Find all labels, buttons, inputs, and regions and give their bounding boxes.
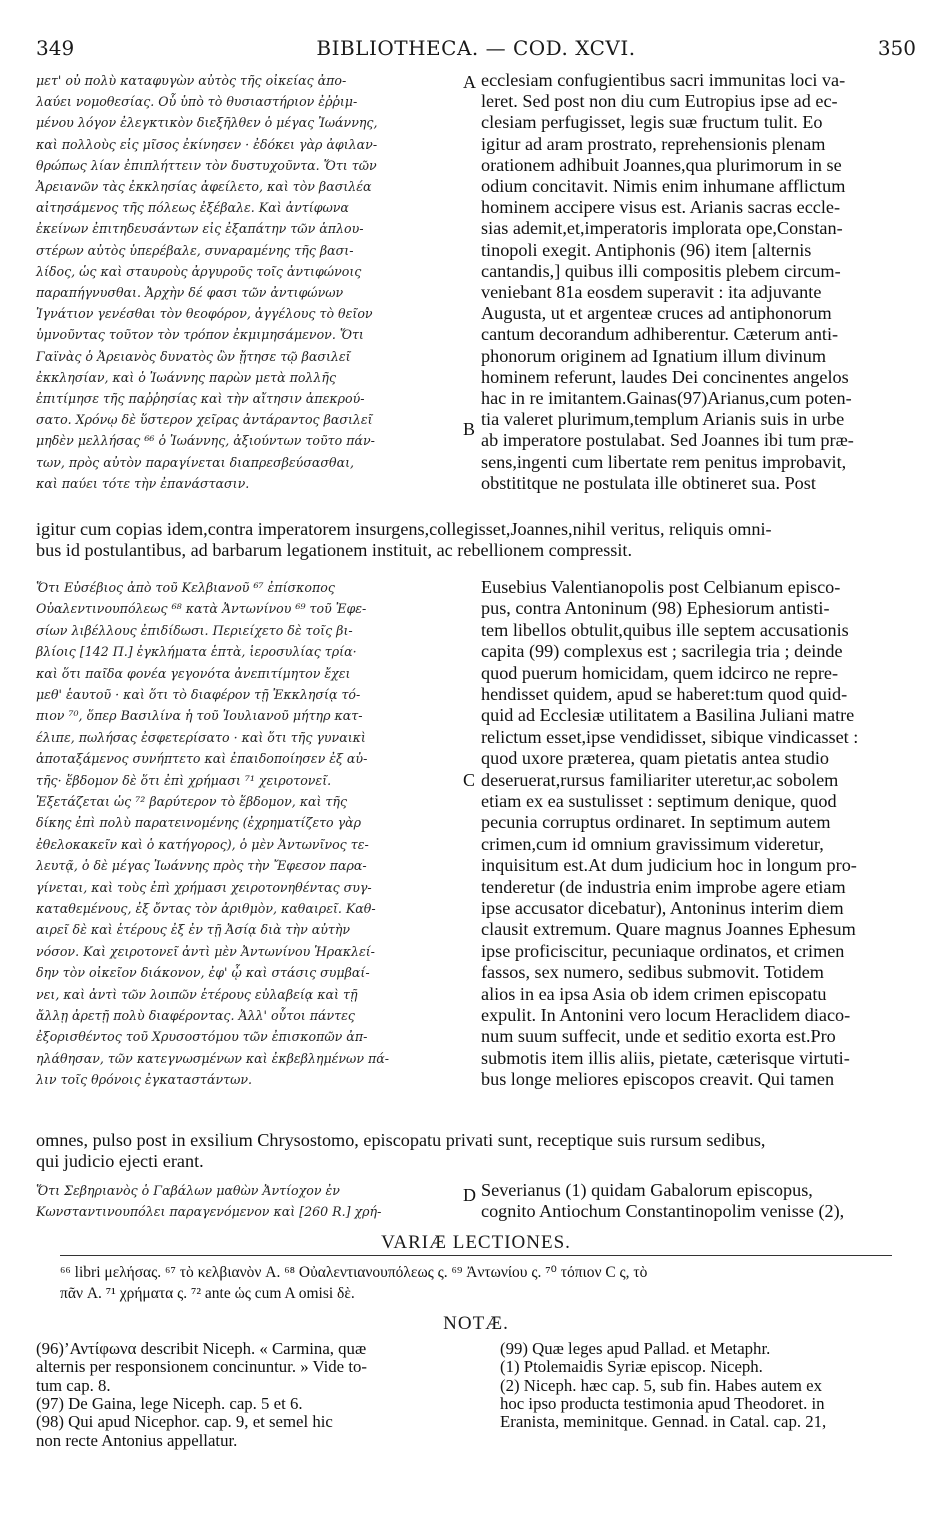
note-line: (97) De Gaina, lege Niceph. cap. 5 et 6. [36, 1393, 303, 1413]
greek-line: αἰτησάμενος τῆς πόλεως ἐξέβαλε. Καὶ ἀντίφωνα [36, 200, 349, 216]
notae-heading: NOTÆ. [443, 1313, 509, 1334]
greek-line: λίδος, ὡς καὶ σταυροὺς ἀργυροῦς τοῖς ἀντιφώνοις [36, 263, 362, 279]
greek-line: αιρεῖ δὲ καὶ ἑτέρους ἐξ ἐν τῇ Ἀσίᾳ διὰ τὴν αὐτὴν [36, 922, 351, 938]
greek-line: μεθ' ἑαυτοῦ · καὶ ὅτι τὸ διαφέρον τῇ Ἐκκλησίᾳ τό- [36, 687, 361, 702]
latin-line: tem libellos obtulit,quibus ille septem accusationis [481, 619, 849, 640]
greek-line: λευτᾷ, ὁ δὲ μέγας Ἰωάννης πρὸς τὴν Ἔφεσον παρα- [36, 858, 367, 874]
greek-line: βλίοις [142 Π.] ἐγκλήματα ἑπτὰ, ἱεροσυλίας τρία· [36, 644, 357, 660]
note-line: alternis per responsionem concinuntur. » Vide to- [36, 1357, 367, 1377]
greek-line: Ὅτι Εὐσέβιος ἀπὸ τοῦ Κελβιανοῦ ⁶⁷ ἐπίσκοπος [36, 580, 335, 595]
running-title: BIBLIOTHECA. — COD. XCVI. [316, 36, 636, 60]
latin-line: igitur ad aram prostrato, reprehensionis plenam [481, 133, 826, 154]
latin-line: cantum decorandum adhiberentur. Cæterum anti- [481, 324, 839, 345]
variant-reading-line: πᾶν A. ⁷¹ χρήματα ς. ⁷² ante ὡς cum A omisi δὲ. [60, 1285, 355, 1302]
latin-line: ab imperatore postulabat. Sed Joannes ibi tum præ- [481, 430, 854, 451]
latin-line: hac in re imitantem.Gainas(97)Arianus,cum poten- [481, 388, 852, 408]
greek-line: ὑμνοῦντας τοῦτον τὸν τρόπον ἐκμιμησάμενον. Ὅτι [36, 327, 364, 343]
greek-line: θρώπως λίαν ἐπιπλήττειν τὸν δυστυχοῦντα. Ὅτι τῶν [36, 157, 377, 173]
greek-line: έλιπε, πωλήσας ἐσφετερίσατο · καὶ ὅτι τῆς γυναικὶ [36, 729, 366, 745]
greek-line: ἐθελοκακεῖν καὶ ὁ κατήγορος), ὁ μὲν Ἀντωνῖνος τε- [36, 836, 369, 852]
latin-line: sens,ingenti cum libertate rem penitus improbavit, [481, 451, 847, 472]
greek-line: καταθεμένους, ἐξ ὄντας τὸν ἀριθμὸν, καθαιρεῖ. Καθ- [36, 901, 376, 916]
latin-line: cantandis,] quibus illi compositis plebem circum- [481, 260, 841, 281]
latin-line: clesiam perfugisset, legis suæ fructum tulit. Eo [481, 112, 823, 133]
greek-line: Ἐξετάζεται ὡς ⁷² βαρύτερον τὸ ἕβδομον, καὶ τῆς [36, 794, 348, 809]
greek-line: Γαϊνὰς ὁ Ἀρειανὸς δυνατὸς ὢν ᾔτησε τῷ βασιλεῖ [36, 348, 351, 364]
latin-line: pecunia corruptus ordinaret. In septimum autem [481, 812, 831, 833]
note-line: (2) Niceph. hæc cap. 5, sub fin. Habes autem ex [500, 1375, 823, 1395]
note-line: tum cap. 8. [36, 1375, 111, 1395]
variae-heading: VARIÆ LECTIONES. [381, 1232, 571, 1253]
variant-reading-line: ⁶⁶ libri μελήσας. ⁶⁷ τὸ κελβιανὸν A. ⁶⁸ Οὐαλεντιανουπόλεως ς. ⁶⁹ Ἀντωνίου ς. ⁷⁰ τόπιον C ς, τὸ [60, 1264, 648, 1281]
greek-line: ἐκείνων ἐπιτηδευσάντων εἰς ἐξαπάτην τῶν ἁπλου- [36, 221, 364, 237]
greek-line: καὶ ὅτι παῖδα φονέα γεγονότα ἀνεπιτίμητον ἔχει [36, 665, 351, 681]
greek-line: νόσον. Καὶ χειροτονεῖ ἀντὶ μὲν Ἀντωνίνου Ἡρακλεί- [36, 943, 375, 959]
latin-line: ipse proficiscitur, pecuniaque ordinatos, et crimen [481, 940, 845, 961]
greek-line: Ἰγνάτιον γενέσθαι τὸν θεοφόρον, ἀγγέλους τὸ θεῖον [36, 306, 373, 322]
latin-line: tenderetur (de industria enim improbe agere etiam [481, 876, 846, 897]
greek-line: νει, καὶ ἀντὶ τῶν λοιπῶν ἑτέρους εὐλαβείᾳ καὶ τῇ [36, 986, 358, 1002]
greek-line: ἐπιτίμησε τῆς παῤῥησίας καὶ τὴν αἴτησιν ἀπεκρού- [36, 391, 365, 406]
variae-rule [60, 1255, 892, 1256]
margin-mark-a: A [463, 72, 476, 92]
latin-line: cognito Antiochum Constantinopolim venisse (2), [481, 1201, 845, 1221]
greek-line: στέρων αὐτὸς ὑπερέβαλε, συναραμένης τῆς βασι- [36, 242, 354, 258]
greek-line: ἐξορισθέντος τοῦ Χρυσοστόμου τῶν ἐπισκοπῶν ἀπ- [36, 1029, 368, 1045]
greek-line: λαύει νομοθεσίας. Οὗ ὑπὸ τὸ θυσιαστήριον ἐῤῥιμ- [36, 94, 358, 110]
latin-line: tinopoli exegit. Antiphonis (96) item [alternis [481, 239, 812, 260]
latin-line: expulit. In Antonini vero locum Heraclidem diaco- [481, 1005, 851, 1025]
greek-line: μηδὲν μελλήσας ⁶⁶ ὁ Ἰωάννης, ἀξιούντων τοῦτο πάν- [36, 433, 375, 449]
latin-line: ecclesiam confugientibus sacri immunitas loci va- [481, 70, 846, 90]
latin-line: Severianus (1) quidam Gabalorum episcopus, [481, 1180, 813, 1200]
greek-line: Κωνσταντινουπόλει παραγενόμενον καὶ [260 R.] χρή- [36, 1204, 382, 1219]
greek-line: δίκης ἐπὶ πολὺ παρατεινομένης (ἐχρηματίζετο γὰρ [36, 815, 362, 831]
greek-line: πιον ⁷⁰, ὅπερ Βασιλίνα ἡ τοῦ Ἰουλιανοῦ μήτηρ κατ- [36, 708, 363, 724]
latin-line: orationem adhibuit Joannes,qua plurimorum in se [481, 154, 842, 175]
note-line: (96)’Αντίφωνα describit Niceph. « Carmina, quæ [36, 1339, 367, 1358]
greek-line: λιν τοῖς θρόνοις ἐγκαταστάντων. [36, 1072, 253, 1088]
latin-line: hendisset quidem, apud se haberet:tum quod quid- [481, 684, 848, 704]
latin-line: odium concitavit. Nimis enim inhumane afflictum [481, 176, 846, 196]
note-line: hoc ipso producta testimonia apud Theodoret. in [500, 1393, 825, 1413]
latin-line: deseruerat,rursus familiariter uteretur,ac sobolem [481, 769, 839, 790]
latin-line: fassos, sex numero, sedibus submovit. Totidem [481, 962, 824, 983]
greek-line: σίων λιβέλλους ἐπιδίδωσι. Περιείχετο δὲ τοῖς βι- [36, 622, 353, 638]
greek-line: γίνεται, καὶ τοὺς ἐπὶ χρήμασι χειροτονηθέντας συγ- [36, 879, 372, 895]
latin-line: alios in ea ipsa Asia ob idem crimen episcopatu [481, 983, 827, 1004]
latin-line: Eusebius Valentianopolis post Celbianum episco- [481, 577, 841, 597]
latin-line: relictum esset,ipse vendidisset, sibique vindicasset : [481, 726, 859, 747]
greek-line: τῆς· ἕβδομον δὲ ὅτι ἐπὶ χρήμασι ⁷¹ χειροτονεῖ. [36, 772, 332, 788]
greek-line: ἐκκλησίαν, καὶ ὁ Ἰωάννης παρὼν μετὰ πολλῆς [36, 369, 336, 385]
latin-line: hominem referunt, laudes Dei concinentes angelos [481, 366, 849, 387]
margin-mark-d: D [463, 1185, 476, 1205]
latin-line: phonorum originem ad Ignatium illum divinum [481, 345, 827, 366]
latin-line: bus longe meliores episcopos creavit. Qui tamen [481, 1069, 835, 1090]
latin-line: sias ademit,et,imperatoris implorata ope,Constan- [481, 218, 843, 239]
latin-full-line: bus id postulantibus, ad barbarum legationem instituit, ac rebellionem compressit. [36, 540, 633, 560]
greek-line: καὶ πολλοὺς εἰς μῖσος ἐκίνησεν · ἐδόκει γὰρ ἀφιλαν- [36, 136, 378, 152]
greek-line: παραπήγνυσθαι. Ἀρχὴν δέ φασι τῶν ἀντιφώνων [36, 285, 344, 300]
latin-full-line: qui judicio ejecti erant. [36, 1151, 204, 1171]
greek-line: μετ' οὐ πολὺ καταφυγὼν αὐτὸς τῆς οἰκείας ἀπο- [36, 73, 347, 88]
greek-line: ἀποταξάμενος συνήπτετο καὶ ἐπαιδοποίησεν ἐξ αὐ- [36, 751, 368, 767]
margin-mark-c: C [463, 770, 476, 790]
latin-full-line: igitur cum copias idem,contra imperatorem insurgens,collegisset,Joannes,nihil veritus, reliquis omni- [36, 519, 772, 539]
latin-line: veniebant 81a eosdem superavit : ita adjuvante [481, 282, 822, 302]
latin-line: hominem accipere visus est. Arianis sacras eccle- [481, 197, 841, 218]
latin-line: leret. Sed post non diu cum Eutropius ipse ad ec- [481, 91, 838, 112]
left-page-number: 349 [36, 36, 75, 60]
note-line: non recte Antonius appellatur. [36, 1430, 238, 1450]
latin-line: clausit extremum. Quare magnus Joannes Ephesum [481, 919, 856, 940]
greek-line: μένου λόγον ἐλεγκτικὸν διεξῆλθεν ὁ μέγας Ἰωάννης, [36, 115, 378, 131]
margin-mark-b: B [463, 419, 476, 439]
latin-line: quid ad Ecclesiæ utilitatem a Basilina Juliani matre [481, 705, 855, 726]
latin-line: etiam ex ea sustulisset : septimum denique, quod [481, 791, 837, 811]
latin-line: Augusta, ut et argenteæ cruces ad antiphonorum [481, 303, 832, 324]
latin-line: capita (99) complexus est ; sacrilegia tria ; deinde [481, 641, 843, 662]
latin-line: inquisitum est.At dum judicium hoc in longum pro- [481, 855, 857, 876]
greek-line: Οὐαλεντινουπόλεως ⁶⁸ κατὰ Ἀντωνίνου ⁶⁹ τοῦ Ἐφε- [36, 601, 367, 617]
latin-line: num suum suffecit, unde et seditio exorta est.Pro [481, 1026, 836, 1047]
latin-line: quod uxore præterea, quam pietatis antea studio [481, 748, 829, 769]
latin-full-line: omnes, pulso post in exsilium Chrysostomo, episcopatu privati sunt, receptique suis rursum sedibus, [36, 1130, 766, 1150]
greek-line: σατο. Χρόνῳ δὲ ὕστερον χεῖρας ἀντάραντος βασιλεῖ [36, 412, 373, 428]
latin-line: pus, contra Antoninum (98) Ephesiorum antisti- [481, 598, 830, 619]
note-line: (1) Ptolemaidis Syriæ episcop. Niceph. [500, 1357, 763, 1377]
greek-line: Ὅτι Σεβηριανὸς ὁ Γαβάλων μαθὼν Ἀντίοχον ἐν [36, 1183, 340, 1198]
greek-line: καὶ παύει τότε τὴν ἐπανάστασιν. [36, 475, 250, 491]
greek-line: ηλάθησαν, τῶν κατεγνωσμένων καὶ ἐκβεβλημένων πά- [36, 1050, 390, 1066]
latin-line: submotis item illis aliis, pietate, cæterisque virtuti- [481, 1047, 850, 1068]
greek-line: Ἀρειανῶν τὰς ἐκκλησίας ἀφείλετο, καὶ τὸν βασιλέα [36, 179, 372, 194]
right-page-number: 350 [877, 36, 916, 60]
note-line: (99) Quæ leges apud Pallad. et Metaphr. [500, 1339, 771, 1358]
latin-line: ipse accusator dicebatur), Antoninus interim diem [481, 898, 844, 918]
latin-line: quod puerum homicidam, quem idcirco ne repre- [481, 662, 839, 683]
latin-line: crimen,cum id omnium gravissimum videretur, [481, 833, 824, 854]
latin-line: tia valeret plurimum,templum Arianis suis in urbe [481, 409, 845, 430]
greek-line: ἄλλῃ ἀρετῇ πολὺ διαφέροντας. Ἀλλ' οὗτοι πάντες [36, 1008, 355, 1023]
note-line: (98) Qui apud Nicephor. cap. 9, et semel hic [36, 1412, 333, 1432]
note-line: Eranista, meminitque. Gennad. in Catal. cap. 21, [500, 1412, 827, 1432]
latin-line: obstititque ne postulata ille obtineret sua. Post [481, 472, 816, 493]
greek-line: των, πρὸς αὐτὸν παραγίνεται διαπρεσβεύσασθαι, [36, 454, 355, 470]
greek-line: δην τὸν οἰκεῖον διάκονον, ἐφ' ᾧ καὶ στάσις συμβαί- [36, 965, 370, 981]
